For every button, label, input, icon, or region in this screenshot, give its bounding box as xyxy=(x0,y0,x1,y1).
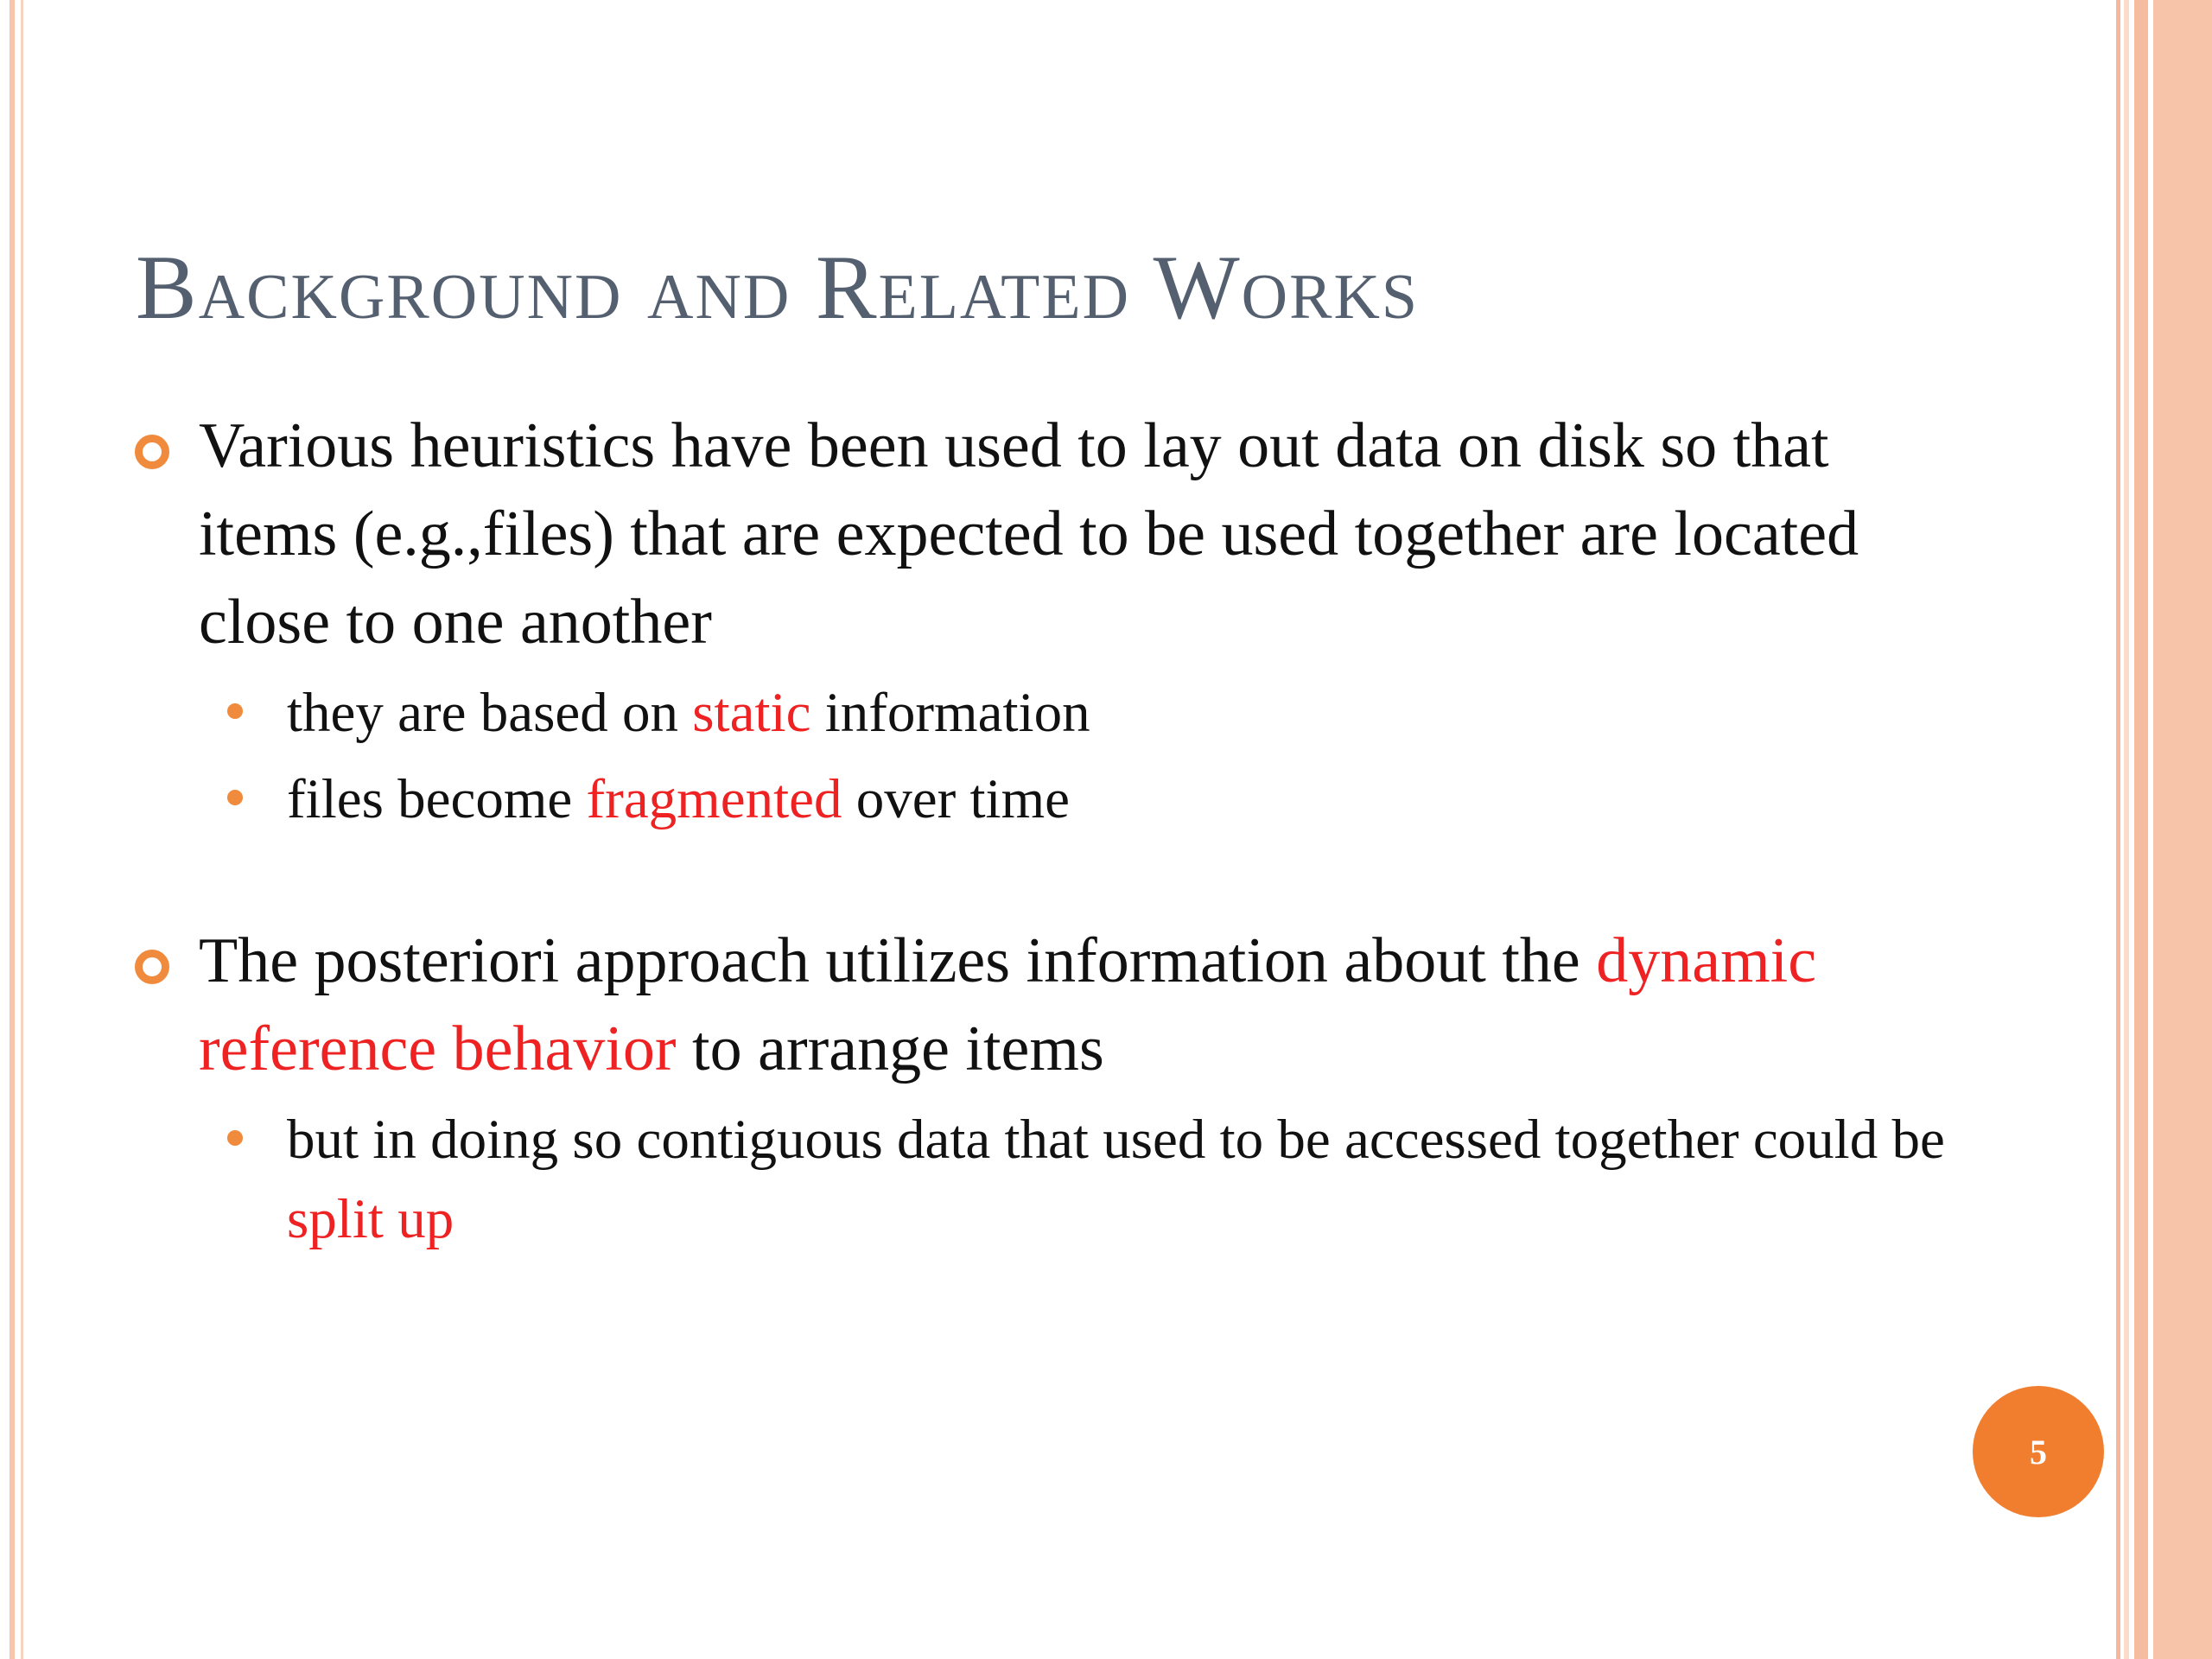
sub-bullet-split-up xyxy=(287,1100,1979,1259)
highlight-fragmented: fragmented xyxy=(586,768,842,830)
sub-bullet-pre: they are based on xyxy=(287,682,693,744)
spacer xyxy=(199,839,1979,917)
frame-stripe-right-4 xyxy=(2153,0,2212,1659)
sub-bullet-static xyxy=(287,673,1979,753)
bullet-pre: The posteriori approach utilizes information about the xyxy=(199,925,1597,996)
slide-title: Background and Related Works xyxy=(136,237,1420,338)
sub-bullet-pre: but in doing so contiguous data that used to be accessed together could be xyxy=(287,1109,1945,1171)
highlight-dynamic-reference: dynamic reference behavior xyxy=(199,925,1817,1084)
frame-stripe-right-3 xyxy=(2134,0,2148,1659)
bullet-text: Various heuristics have been used to lay out data on disk so that items (e.g.,files) that are expected to be used together are located close to one another xyxy=(199,410,1859,658)
highlight-split-up: split up xyxy=(287,1188,454,1250)
frame-stripe-right-2 xyxy=(2124,0,2129,1659)
page-number: 5 xyxy=(2030,1432,2047,1471)
ring-bullet-icon xyxy=(135,950,169,984)
bullet-post: to arrange items xyxy=(676,1014,1104,1084)
sub-bullet-fragmented xyxy=(287,760,1979,839)
sub-bullet-post: over time xyxy=(842,768,1071,830)
frame-stripe-left-inner xyxy=(21,0,23,1659)
ring-bullet-icon xyxy=(135,435,169,469)
dot-bullet-icon xyxy=(227,1130,243,1146)
dot-bullet-icon xyxy=(227,703,243,719)
highlight-static: static xyxy=(692,682,811,744)
frame-stripe-right-1 xyxy=(2116,0,2120,1659)
dot-bullet-icon xyxy=(227,790,243,805)
sub-bullet-post: information xyxy=(810,682,1090,744)
page-number-badge xyxy=(1973,1386,2104,1517)
bullet-posteriori xyxy=(199,917,1979,1093)
slide-body xyxy=(199,402,1979,1259)
sub-bullet-pre: files become xyxy=(287,768,587,830)
frame-stripe-left xyxy=(10,0,15,1659)
bullet-heuristics xyxy=(199,402,1979,666)
